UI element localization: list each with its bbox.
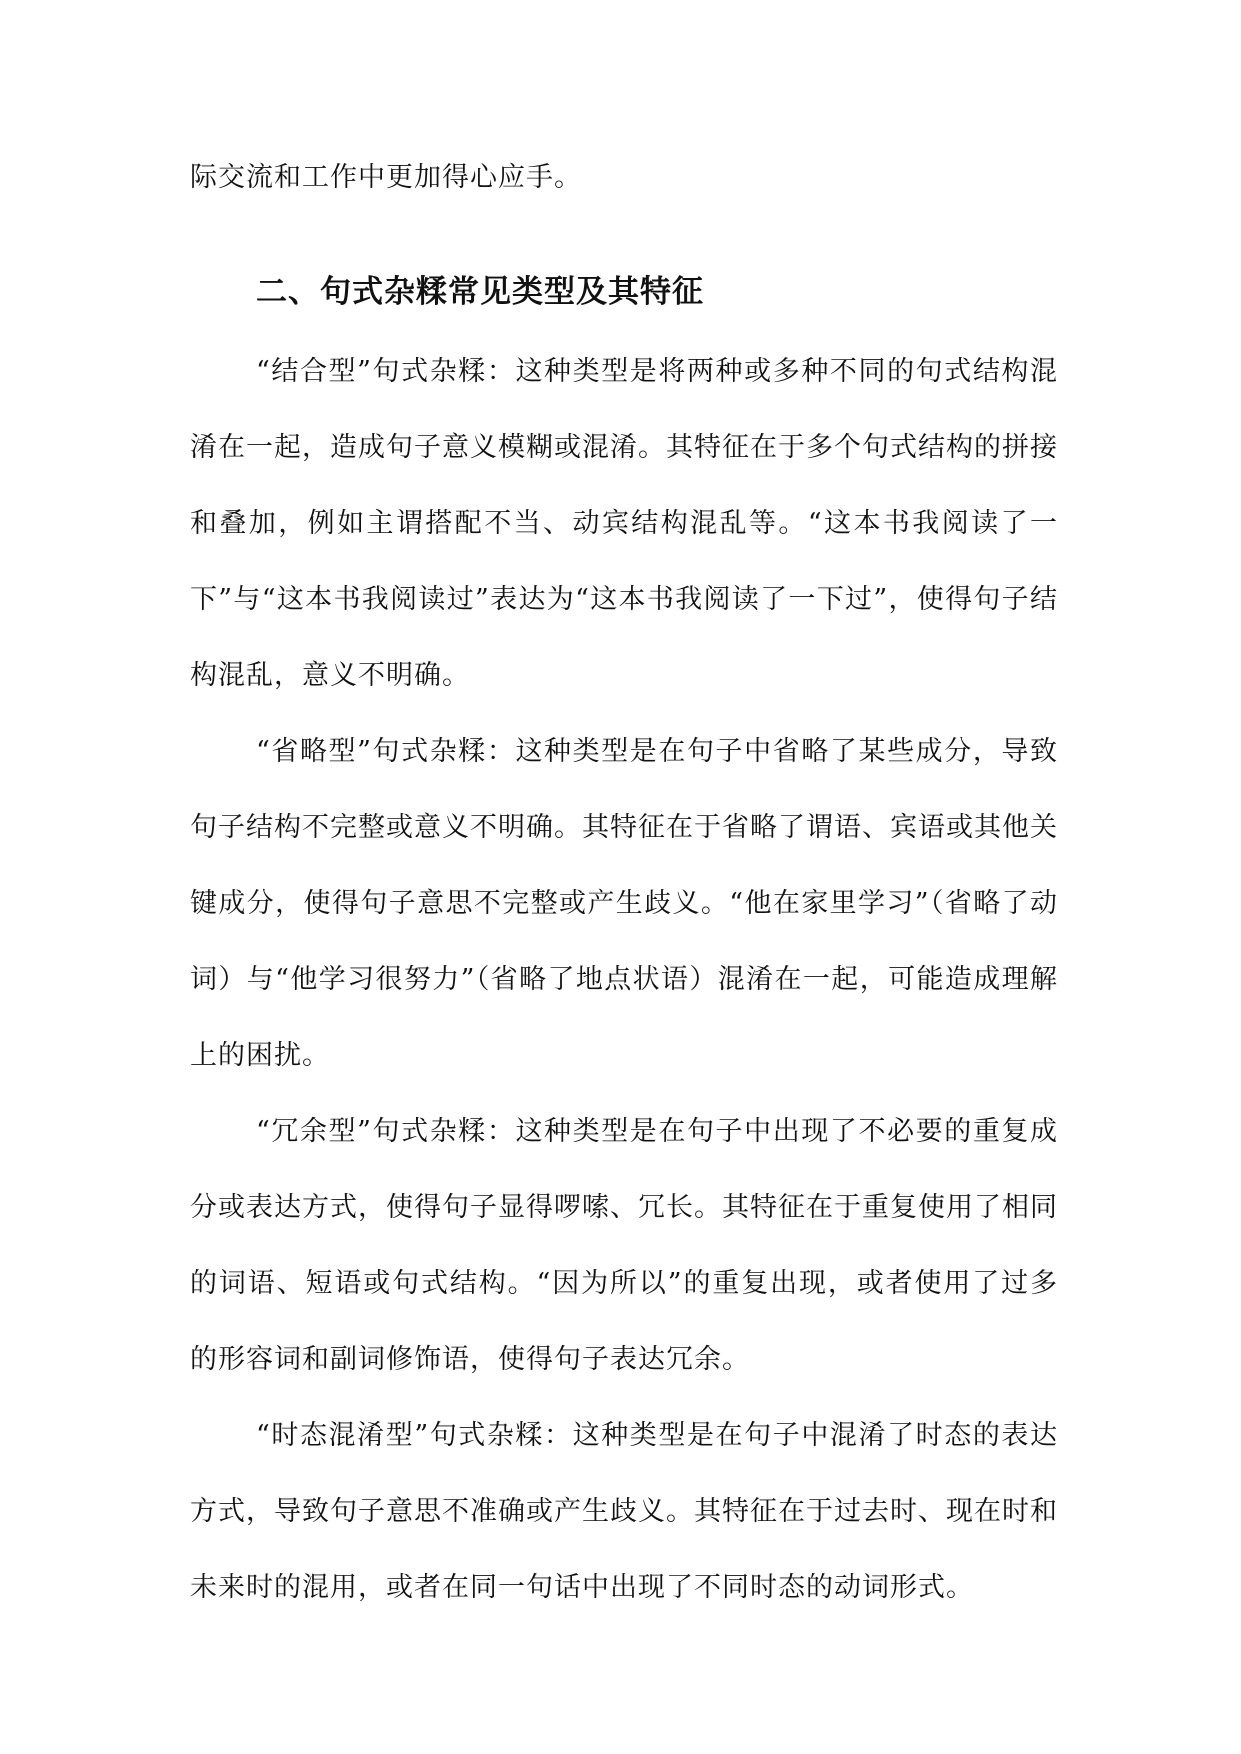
continuation-paragraph: 际交流和工作中更加得心应手。 bbox=[190, 162, 582, 193]
section-heading: 二、句式杂糅常见类型及其特征 bbox=[256, 274, 704, 310]
paragraph-omission-type: “省略型”句式杂糅：这种类型是在句子中省略了某些成分，导致句子结构不完整或意义不明确。其特征在于省略了谓语、宾语或其他关键成分，使得句子意思不完整或产生歧义。“他在家里学习”（省略了动词）与“他学习很努力”（省略了地点状语）混淆在一起，可能造成理解上的困扰。 bbox=[190, 736, 1058, 1071]
paragraph-combined-type: “结合型”句式杂糅：这种类型是将两种或多种不同的句式结构混淆在一起，造成句子意义模糊或混淆。其特征在于多个句式结构的拼接和叠加，例如主谓搭配不当、动宾结构混乱等。“这本书我阅读了一下”与“这本书我阅读过”表达为“这本书我阅读了一下过”，使得句子结构混乱，意义不明确。 bbox=[190, 356, 1058, 691]
document-body bbox=[190, 140, 1058, 1626]
paragraph-tense-confusion-type: “时态混淆型”句式杂糅：这种类型是在句子中混淆了时态的表达方式，导致句子意思不准确或产生歧义。其特征在于过去时、现在时和未来时的混用，或者在同一句话中出现了不同时态的动词形式。 bbox=[190, 1420, 1058, 1603]
paragraph-redundancy-type: “冗余型”句式杂糅：这种类型是在句子中出现了不必要的重复成分或表达方式，使得句子显得啰嗦、冗长。其特征在于重复使用了相同的词语、短语或句式结构。“因为所以”的重复出现，或者使用了过多的形容词和副词修饰语，使得句子表达冗余。 bbox=[190, 1116, 1058, 1375]
